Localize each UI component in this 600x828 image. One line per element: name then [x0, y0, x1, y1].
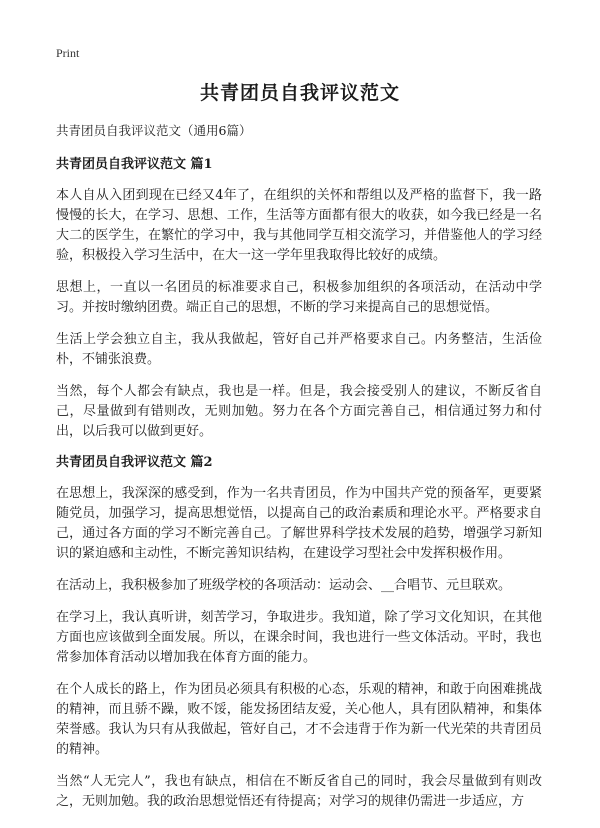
page-title: 共青团员自我评议范文	[199, 82, 400, 104]
paragraph: 本人自从入团到现在已经又4年了，在组织的关怀和帮组以及严格的监督下，我一路慢慢的长大，在学习、思想、工作，生活等方面都有很大的收获，如今我已经是一名大二的医学生，在繁忙的学习中，我与其他同学互相交流学习，并借鉴他人的学习经验，积极投入学习生活中，在大一这一学年里我取得比较好的成绩。	[56, 188, 542, 263]
paragraph: 在学习上，我认真听讲，刻苦学习，争取进步。我知道，除了学习文化知识，在其他方面也应该做到全面发展。所以，在课余时间，我也进行一些文体活动。平时，我也常参加体育活动以增加我在体育方面的能力。	[56, 610, 542, 665]
document-subtitle: 共青团员自我评议范文（通用6篇）	[56, 123, 252, 138]
paragraph: 当然，每个人都会有缺点，我也是一样。但是，我会接受别人的建议，不断反省自己，尽量做到有错则改，无则加勉。努力在各个方面完善自己，相信通过努力和付出，以后我可以做到更好。	[56, 384, 542, 439]
paragraph: 在活动上，我积极参加了班级学校的各项活动：运动会、__合唱节、元旦联欢。	[56, 578, 512, 593]
document-body	[56, 122, 542, 824]
paragraph: 生活上学会独立自主，我从我做起，管好自己并严格要求自己。内务整洁，生活俭朴，不铺张浪费。	[56, 332, 542, 367]
section-heading: 共青团员自我评议范文 篇2	[56, 455, 213, 470]
section-2	[56, 454, 542, 812]
section-heading: 共青团员自我评议范文 篇1	[56, 157, 213, 172]
paragraph: 在个人成长的路上，作为团员必须具有积极的心态，乐观的精神，和敢于向困难挑战的精神，而且骄不躁，败不馁，能发扬团结友爱，关心他人，具有团队精神，和集体荣誉感。我认为只有从我做起，管好自己，才不会违背于作为新一代光荣的共青团员的精神。	[56, 682, 542, 757]
paragraph: 思想上，一直以一名团员的标准要求自己，积极参加组织的各项活动，在活动中学习。并按时缴纳团费。端正自己的思想，不断的学习来提高自己的思想觉悟。	[56, 280, 542, 315]
paragraph: 在思想上，我深深的感受到，作为一名共青团员，作为中国共产党的预备军，更要紧随党员，加强学习，提高思想觉悟，以提高自己的政治素质和理论水平。严格要求自己，通过各方面的学习不断完善自己。了解世界科学技术发展的趋势，增强学习新知识的紧迫感和主动性，不断完善知识结构，在建设学习型社会中发挥积极作用。	[56, 486, 542, 561]
section-1	[56, 156, 542, 442]
print-link[interactable]: Print	[56, 46, 80, 60]
paragraph: 当然“人无完人”，我也有缺点，相信在不断反省自己的同时，我会尽量做到有则改之，无则加勉。我的政治思想觉悟还有待提高；对学习的规律仍需进一步适应，方	[56, 774, 542, 809]
